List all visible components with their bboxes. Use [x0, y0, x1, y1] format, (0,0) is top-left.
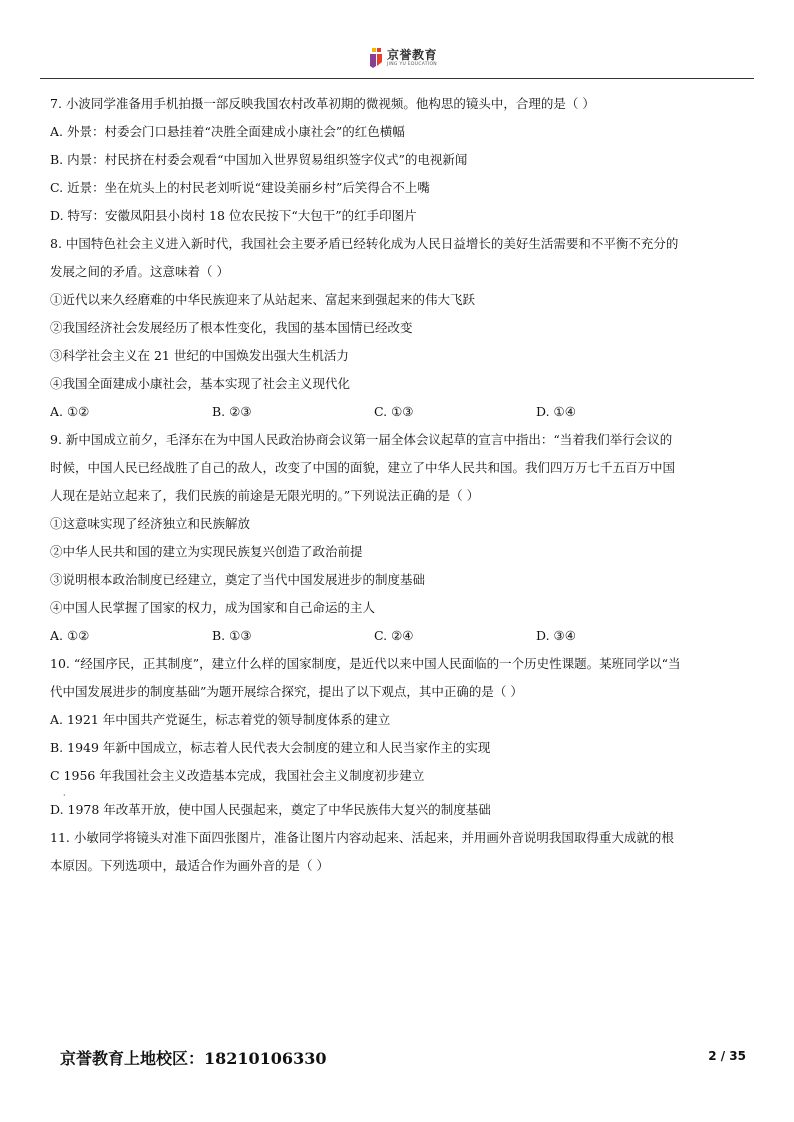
- q7-stem: 7. 小波同学准备用手机拍摄一部反映我国农村改革初期的微视频。他构思的镜头中，合理的是（ ）: [50, 96, 595, 111]
- q8-options: [50, 398, 756, 426]
- page-footer: [60, 1046, 746, 1070]
- q8-stem-line-1: 8. 中国特色社会主义进入新时代，我国社会主要矛盾已经转化成为人民日益增长的美好生活需要和不平衡不充分的: [50, 236, 679, 251]
- logo-subtitle: JING YU EDUCATION: [387, 61, 437, 67]
- q10-option-c: C 1956 年我国社会主义改造基本完成，我国社会主义制度初步建立: [50, 768, 425, 783]
- q9-option-d: D. ③④: [536, 628, 576, 643]
- q7-option-c: C. 近景：坐在炕头上的村民老刘听说“建设美丽乡村”后笑得合不上嘴: [50, 180, 430, 195]
- logo-name: 京誉教育: [387, 47, 438, 62]
- q10-stem-line-2: 代中国发展进步的制度基础”为题开展综合探究，提出了以下观点，其中正确的是（ ）: [50, 684, 523, 699]
- q7-option-b: B. 内景：村民挤在村委会观看“中国加入世界贸易组织签字仪式”的电视新闻: [50, 152, 468, 167]
- q11-stem-line-2: 本原因。下列选项中，最适合作为画外音的是（ ）: [50, 858, 329, 873]
- header-divider: [40, 78, 754, 79]
- q9-statement-2: ②中华人民共和国的建立为实现民族复兴创造了政治前提: [50, 544, 363, 559]
- q8-statement-3: ③科学社会主义在 21 世纪的中国焕发出强大生机活力: [50, 348, 349, 363]
- q7-option-d: D. 特写：安徽凤阳县小岗村 18 位农民按下“大包干”的红手印图片: [50, 208, 417, 223]
- document-body: [50, 90, 756, 880]
- q9-statement-3: ③说明根本政治制度已经建立，奠定了当代中国发展进步的制度基础: [50, 572, 426, 587]
- q8-statement-4: ④我国全面建成小康社会，基本实现了社会主义现代化: [50, 376, 351, 391]
- q8-stem-line-2: 发展之间的矛盾。这意味着（ ）: [50, 264, 229, 279]
- q10-option-a: A. 1921 年中国共产党诞生，标志着党的领导制度体系的建立: [50, 712, 391, 727]
- q7-option-a: A. 外景：村委会门口悬挂着“决胜全面建成小康社会”的红色横幅: [50, 124, 405, 139]
- q8-option-c: C. ①③: [374, 404, 414, 419]
- q9-stem-line-1: 9. 新中国成立前夕，毛泽东在为中国人民政治协商会议第一届全体会议起草的宣言中指出：“当着我们举行会议的: [50, 432, 673, 447]
- q10-option-d: D. 1978 年改革开放，使中国人民强起来，奠定了中华民族伟大复兴的制度基础: [50, 802, 491, 817]
- q10-stem-line-1: 10. “经国序民，正其制度”，建立什么样的国家制度，是近代以来中国人民面临的一个历史性课题。某班同学以“当: [50, 656, 681, 671]
- q9-stem-line-2: 时候，中国人民已经战胜了自己的敌人，改变了中国的面貌，建立了中华人民共和国。我们四万万七千五百万中国: [50, 460, 676, 475]
- q10-option-b: B. 1949 年新中国成立，标志着人民代表大会制度的建立和人民当家作主的实现: [50, 740, 491, 755]
- q9-statement-1: ①这意味实现了经济独立和民族解放: [50, 516, 251, 531]
- q10-stray-mark: ·: [63, 791, 66, 800]
- logo-mark-icon: [368, 46, 384, 70]
- page-header: [0, 42, 794, 78]
- q8-statement-1: ①近代以来久经磨难的中华民族迎来了从站起来、富起来到强起来的伟大飞跃: [50, 292, 476, 307]
- q9-statement-4: ④中国人民掌握了国家的权力，成为国家和自己命运的主人: [50, 600, 376, 615]
- q8-option-b: B. ②③: [212, 404, 252, 419]
- q9-option-a: A. ①②: [50, 628, 90, 643]
- footer-school-contact: 京誉教育上地校区：18210106330: [60, 1049, 327, 1068]
- q8-option-a: A. ①②: [50, 404, 90, 419]
- q9-option-c: C. ②④: [374, 628, 414, 643]
- q9-option-b: B. ①③: [212, 628, 252, 643]
- company-logo: [368, 44, 437, 72]
- q9-options: [50, 622, 756, 650]
- q11-stem-line-1: 11. 小敏同学将镜头对准下面四张图片，准备让图片内容动起来、活起来，并用画外音说明我国取得重大成就的根: [50, 830, 674, 845]
- q9-stem-line-3: 人现在是站立起来了，我们民族的前途是无限光明的。”下列说法正确的是（ ）: [50, 488, 480, 503]
- q8-statement-2: ②我国经济社会发展经历了根本性变化，我国的基本国情已经改变: [50, 320, 413, 335]
- q8-option-d: D. ①④: [536, 404, 576, 419]
- page-number: 2 / 35: [708, 1049, 746, 1063]
